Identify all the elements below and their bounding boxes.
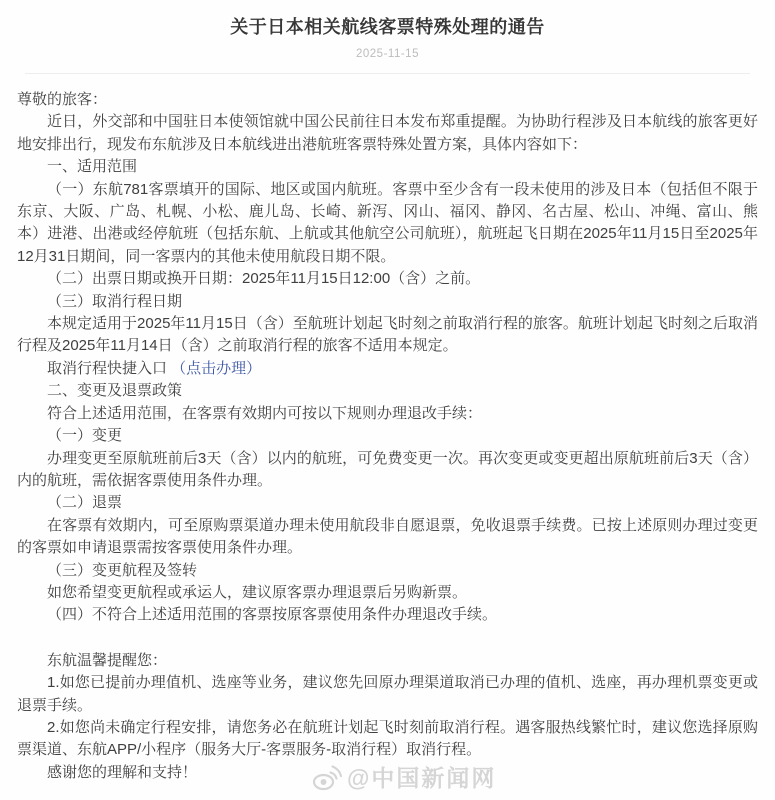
policy-refund-detail: 在客票有效期内，可至原购票渠道办理未使用航段非自愿退票，免收退票手续费。已按上述原则办理过变更的客票如申请退票需按客票使用条件办理。 — [17, 516, 758, 557]
reminder-item-1: 1.如您已提前办理值机、选座等业务，建议您先回原办理渠道取消已办理的值机、选座，再办理机票变更或退票手续。 — [17, 674, 758, 714]
notice-body — [0, 74, 775, 784]
reminder-heading: 东航温馨提醒您： — [47, 651, 168, 669]
closing-thanks: 感谢您的理解和支持！ — [47, 763, 198, 781]
cancel-trip-link[interactable]: （点击办理） — [171, 359, 262, 377]
reminder-item-2: 2.如您尚未确定行程安排，请您务必在航班计划起飞时刻前取消行程。遇客服热线繁忙时，建议您选择原购票渠道、东航APP/小程序（服务大厅-客票服务-取消行程）取消行程。 — [17, 718, 758, 759]
section-2-heading: 二、变更及退票政策 — [47, 382, 183, 400]
scope-item-1: （一）东航781客票填开的国际、地区或国内航班。客票中至少含有一段未使用的涉及日本（包括但不限于东京、大阪、广岛、札幌、小松、鹿儿岛、长崎、新泻、冈山、福冈、静冈、名古屋、松山、冲绳、富山、熊本）进港、出港或经停航班（包括东航、上航或其他航空公司航班），航班起飞日期在2025年11月15日至2025年12月31日期间，同一客票内的其他未使用航段日期不限。 — [17, 180, 758, 265]
notice-header — [0, 0, 775, 60]
scope-item-3: （三）取消行程日期 — [47, 292, 183, 310]
policy-refund-heading: （二）退票 — [47, 494, 123, 512]
intro-paragraph: 近日，外交部和中国驻日本使领馆就中国公民前往日本发布郑重提醒。为协助行程涉及日本航线的旅客更好地安排出行，现发布东航涉及日本航线进出港航班客票特殊处置方案，具体内容如下： — [17, 113, 758, 153]
page-title-text: 关于日本相关航线客票特殊处理的通告 — [230, 17, 545, 37]
policy-other: （四）不符合上述适用范围的客票按原客票使用条件办理退改手续。 — [47, 606, 498, 624]
cancel-date-detail: 本规定适用于2025年11月15日（含）至航班计划起飞时刻之前取消行程的旅客。航班计划起飞时刻之后取消行程及2025年11月14日（含）之前取消行程的旅客不适用本规定。 — [17, 315, 758, 355]
policy-change-detail: 办理变更至原航班前后3天（含）以内的航班，可免费变更一次。再次变更或变更超出原航班前后3天（含）内的航班，需依据客票使用条件办理。 — [17, 449, 758, 489]
section-1-heading: 一、适用范围 — [47, 158, 138, 176]
policy-change-heading: （一）变更 — [47, 427, 123, 445]
policy-reroute-detail: 如您希望变更航程或承运人，建议原客票办理退票后另购新票。 — [47, 583, 468, 601]
policy-intro: 符合上述适用范围，在客票有效期内可按以下规则办理退改手续： — [47, 404, 483, 422]
page-title — [0, 13, 775, 39]
cancel-entry-prefix: 取消行程快捷入口 — [47, 359, 172, 377]
scope-item-2: （二）出票日期或换开日期：2025年11月15日12:00（含）之前。 — [47, 270, 481, 288]
policy-reroute-heading: （三）变更航程及签转 — [47, 561, 198, 579]
cancel-entry-line — [17, 358, 758, 380]
greeting: 尊敬的旅客： — [17, 91, 108, 108]
watermark-text: @中国新闻网 — [347, 765, 497, 791]
notice-date: 2025-11-15 — [356, 48, 419, 60]
